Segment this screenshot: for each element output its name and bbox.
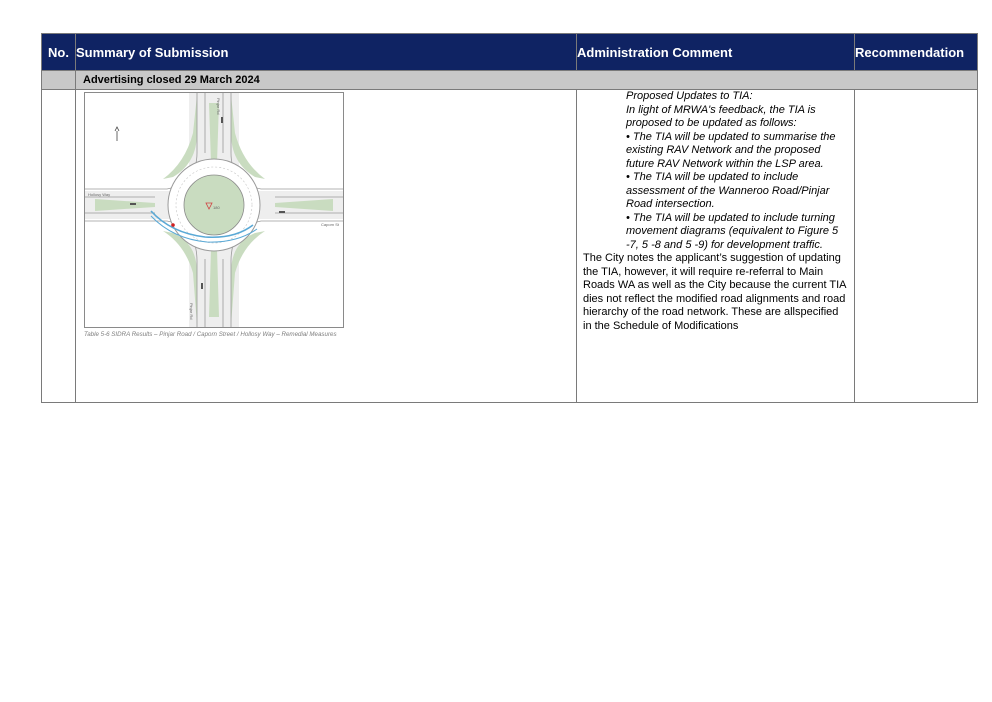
roundabout-diagram (85, 93, 343, 327)
row-number-cell (42, 90, 76, 403)
comment-cell (577, 90, 855, 403)
submission-table (41, 33, 978, 403)
figure-caption: Table 5-6 SIDRA Results – Pinjar Road / Caporn Street / Hollosy Way – Remedial Measures (84, 331, 337, 338)
road-label-west: Hollosy Way (88, 192, 111, 197)
roundabout-figure (84, 92, 344, 328)
comment-bullet: • The TIA will be updated to include assessment of the Wanneroo Road/Pinjar Road intersection. (626, 171, 830, 210)
comment-bullet: • The TIA will be updated to include turning movement diagrams (equivalent to Figure 5 -7, 5 -8 and 5 -9) for development traffic. (626, 211, 839, 251)
summary-cell (76, 90, 577, 403)
svg-text:180: 180 (213, 205, 220, 210)
header-summary: Summary of Submission (76, 34, 577, 71)
road-label-north: Pinjar Rd (216, 98, 221, 115)
header-recommendation: Recommendation (855, 34, 978, 71)
comment-line: Proposed Updates to TIA: (626, 90, 753, 102)
header-comment: Administration Comment (577, 34, 855, 71)
submission-row (42, 90, 978, 403)
section-label: Advertising closed 29 March 2024 (76, 71, 978, 90)
section-row (42, 71, 978, 90)
section-empty-cell (42, 71, 76, 90)
header-row (42, 34, 978, 71)
road-label-south: Pinjar Rd (189, 303, 194, 320)
comment-bullet: • The TIA will be updated to summarise the existing RAV Network and the proposed future RAV Network within the LSP area. (626, 130, 836, 170)
recommendation-cell (855, 90, 978, 403)
comment-line: In light of MRWA's feedback, the TIA is proposed to be updated as follows: (626, 103, 816, 129)
proposed-updates-block (583, 90, 849, 252)
comment-paragraph: The City notes the applicant’s suggestion of updating the TIA, however, it will require re-referral to Main Roads WA as well as the City because the current TIA dies not reflect the modified road alignments and road hierarchy of the road network. These are allspecified in the Schedule of Modifications (583, 252, 846, 332)
header-no: No. (42, 34, 76, 71)
road-label-east: Caporn St (321, 222, 340, 227)
